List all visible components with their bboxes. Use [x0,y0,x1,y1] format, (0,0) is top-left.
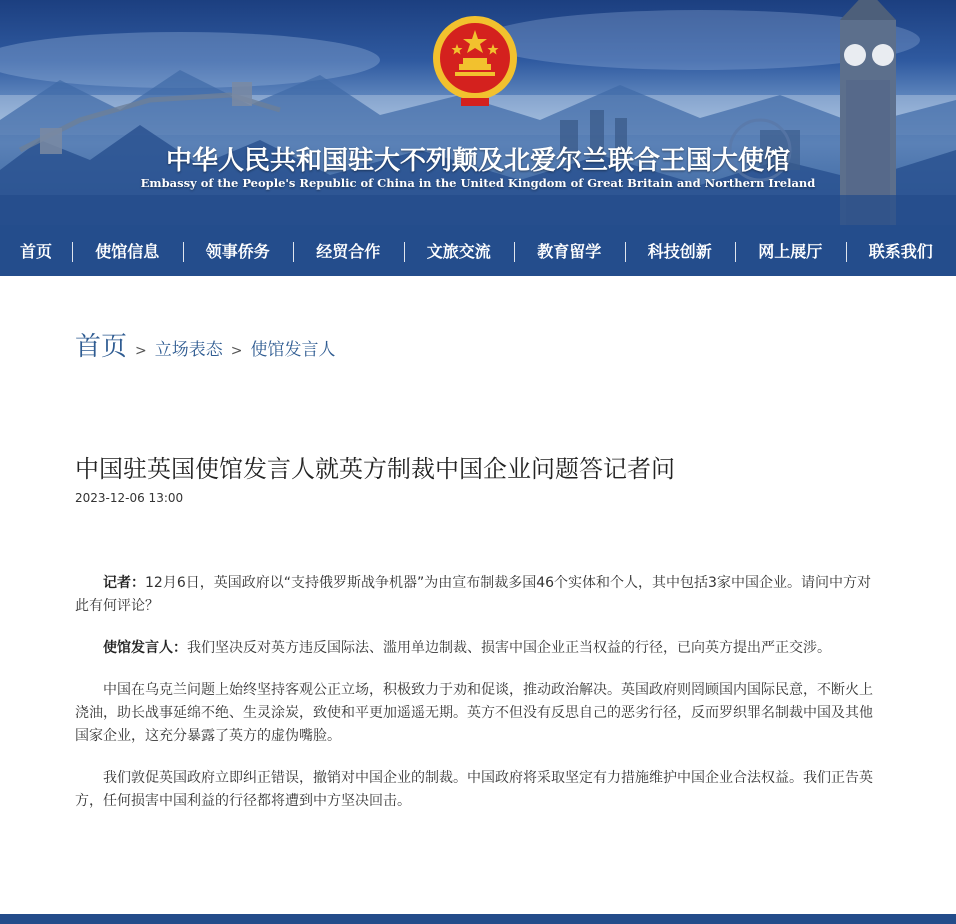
nav-item-embassy-info[interactable]: 使馆信息 [72,230,183,274]
footer-bar [0,914,956,924]
main-nav [0,230,956,274]
site-header [0,0,956,276]
breadcrumb-home[interactable]: 首页 [75,332,128,362]
article-paragraph [75,572,881,618]
nav-item-education[interactable]: 教育留学 [514,230,625,274]
breadcrumb-item-position[interactable]: 立场表态 [154,340,223,360]
paragraph-text: 我们敦促英国政府立即纠正错误，撤销对中国企业的制裁。中国政府将采取坚定有力措施维护中国企业合法权益。我们正告英方，任何损害中国利益的行径都将遭到中方坚决回击。 [75,770,873,809]
breadcrumb-item-spokesperson[interactable]: 使馆发言人 [250,340,336,360]
breadcrumb-separator: > [230,343,243,359]
nav-item-technology[interactable]: 科技创新 [625,230,736,274]
nav-item-online-exhibition[interactable]: 网上展厅 [735,230,846,274]
speaker-label-spokesperson: 使馆发言人： [103,640,187,656]
article-paragraph [75,767,881,813]
nav-item-home[interactable]: 首页 [19,242,52,261]
nav-item-contact[interactable]: 联系我们 [846,230,956,274]
paragraph-text: 我们坚决反对英方违反国际法、滥用单边制裁、损害中国企业正当权益的行径，已向英方提出严正交涉。 [187,640,831,656]
national-emblem-icon [431,14,519,106]
nav-item-trade[interactable]: 经贸合作 [293,230,404,274]
article-paragraph [75,679,881,748]
embassy-title-chinese: 中华人民共和国驻大不列颠及北爱尔兰联合王国大使馆 [165,146,790,176]
paragraph-text: 中国在乌克兰问题上始终坚持客观公正立场，积极致力于劝和促谈，推动政治解决。英国政府则罔顾国内国际民意，不断火上浇油，助长战事延绵不绝、生灵涂炭，致使和平更加遥遥无期。英方不但没有反思自己的恶劣行径，反而罗织罪名制裁中国及其他国家企业，这充分暴露了英方的虚伪嘴脸。 [75,682,873,744]
breadcrumb-separator: > [135,343,147,359]
nav-item-culture[interactable]: 文旅交流 [404,230,515,274]
article-body [75,572,881,832]
embassy-title-english: Embassy of the People's Republic of China in the United Kingdom of Great Britain and Northern Ireland [140,176,816,190]
paragraph-text: 12月6日，英国政府以“支持俄罗斯战争机器”为由宣布制裁多国46个实体和个人，其中包括3家中国企业。请问中方对此有何评论？ [75,575,871,614]
article-paragraph [75,637,881,660]
article-date: 2023-12-06 13:00 [75,491,184,505]
speaker-label-journalist: 记者： [103,575,145,591]
article-title: 中国驻英国使馆发言人就英方制裁中国企业问题答记者问 [75,455,675,484]
breadcrumb [75,326,335,363]
nav-item-consular[interactable]: 领事侨务 [183,230,294,274]
